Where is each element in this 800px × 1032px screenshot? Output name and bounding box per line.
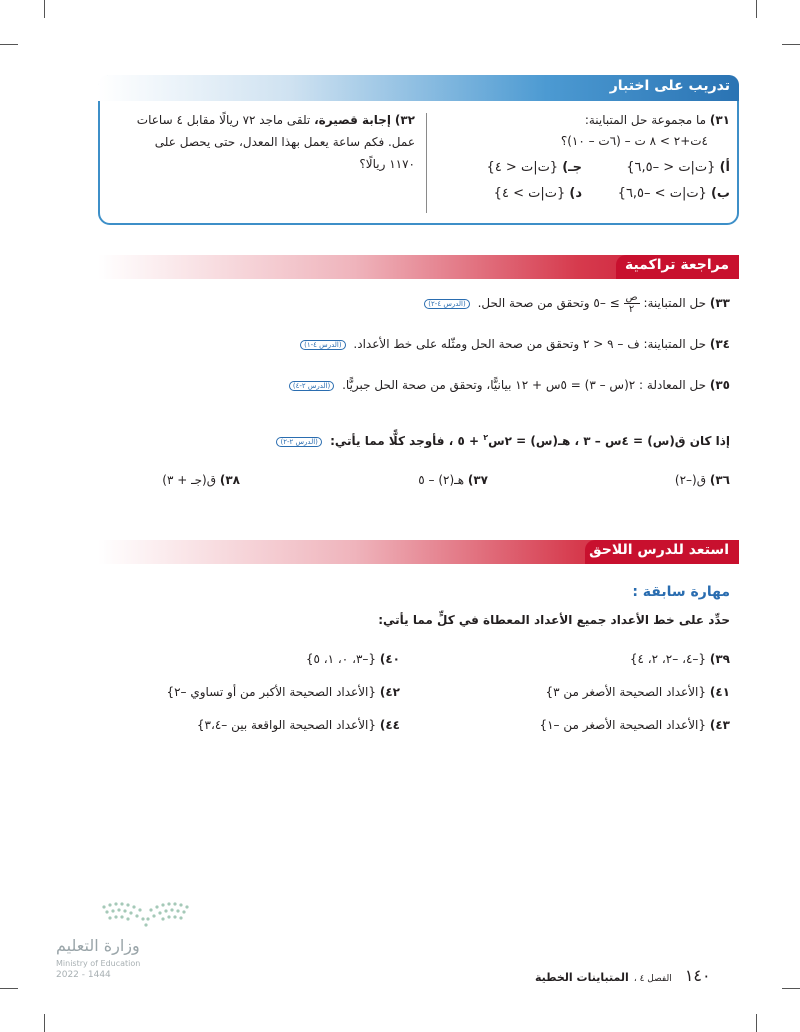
option-text: {ت|ت > –٦,٥} bbox=[617, 186, 707, 201]
page-footer bbox=[535, 966, 711, 985]
chapter-label: الفصل ٤ ، bbox=[633, 974, 672, 984]
question-number: ٣٥) bbox=[709, 378, 730, 392]
question-number: ٣٤) bbox=[709, 337, 730, 351]
column-divider bbox=[426, 113, 427, 213]
question-number: ٤١) bbox=[709, 685, 730, 699]
option-label: ب) bbox=[710, 186, 730, 201]
page-number: ١٤٠ bbox=[684, 966, 711, 985]
question-41 bbox=[545, 685, 730, 699]
given-functions bbox=[276, 433, 730, 448]
question-text: ق(جـ + ٣) bbox=[162, 473, 217, 487]
prep-title: استعد للدرس اللاحق bbox=[585, 540, 739, 564]
given-text: + ٥ ، فأوجد كلًّا مما يأتي: bbox=[330, 434, 484, 448]
ministry-name-english: Ministry of Education bbox=[56, 959, 141, 968]
given-text: إذا كان ق(س) = ٤س – ٣ ، هـ(س) = ٢س bbox=[488, 434, 730, 448]
question-42 bbox=[166, 685, 400, 699]
option-text: {ت|ت < ٤} bbox=[486, 160, 559, 175]
option-text: {ت|ت < –٦,٥} bbox=[626, 160, 716, 175]
crop-mark bbox=[44, 1014, 45, 1032]
question-text: {الأعداد الصحيحة الأصغر من –١} bbox=[539, 718, 707, 732]
question-number: ٣٧) bbox=[467, 473, 488, 487]
question-32 bbox=[137, 113, 415, 127]
question-32-line2: عمل. فكم ساعة يعمل بهذا المعدل، حتى يحصل على bbox=[154, 135, 415, 149]
question-31-inequality: ٤ت+٢ > ٨ ت – (٦ت – ١٠)؟ bbox=[560, 134, 708, 148]
crop-mark bbox=[782, 44, 800, 45]
option-label: د) bbox=[569, 186, 582, 201]
question-text: {–٤، –٢، ٢، ٤} bbox=[629, 652, 707, 666]
question-text: هـ(٢) – ٥ bbox=[418, 473, 465, 487]
exponent: ٢ bbox=[483, 433, 489, 442]
lesson-reference: (الدرس ٢-٢) bbox=[276, 437, 321, 447]
question-text: تلقى ماجد ٧٢ ريالًا مقابل ٤ ساعات bbox=[136, 113, 311, 127]
prep-instruction: حدِّد على خط الأعداد جميع الأعداد المعطاة في كلٍّ مما يأتي: bbox=[378, 613, 730, 627]
lesson-reference: (الدرس ٤-١) bbox=[300, 340, 345, 350]
question-39 bbox=[630, 652, 730, 666]
crop-mark bbox=[756, 0, 757, 18]
question-text: حل المتباينة: ف – ٩ < ٢ وتحقق من صحة الحل ومثّله على خط الأعداد. bbox=[353, 337, 707, 351]
chapter-title: المتباينات الخطية bbox=[535, 971, 629, 984]
lesson-reference: (الدرس ٢-٤) bbox=[289, 381, 334, 391]
question-38 bbox=[162, 473, 240, 487]
prior-skill-title: مهارة سابقة : bbox=[632, 584, 730, 600]
question-40 bbox=[306, 652, 400, 666]
question-number: ٣١) bbox=[709, 113, 730, 127]
question-33 bbox=[424, 292, 730, 315]
crop-mark bbox=[44, 0, 45, 18]
question-number: ٤٢) bbox=[379, 685, 400, 699]
fraction-numerator: ص bbox=[625, 292, 638, 303]
question-34 bbox=[300, 337, 730, 351]
option-d[interactable] bbox=[494, 186, 582, 201]
question-text: {الأعداد الصحيحة الواقعة بين –٣،٤} bbox=[196, 718, 377, 732]
question-44 bbox=[197, 718, 400, 732]
question-number: ٣٦) bbox=[709, 473, 730, 487]
option-c[interactable] bbox=[487, 160, 582, 175]
question-number: ٤٠) bbox=[379, 652, 400, 666]
question-text: {الأعداد الصحيحة الأصغر من ٣} bbox=[545, 685, 707, 699]
question-text: حل المتباينة: bbox=[643, 296, 707, 310]
question-35 bbox=[289, 378, 730, 392]
question-text: حل المعادلة : ٢(س – ٣) = ٥س + ١٢ بيانيًّا، وتحقق من صحة الحل جبريًّا. bbox=[342, 378, 707, 392]
test-practice-title: تدريب على اختبار bbox=[609, 78, 730, 94]
option-text: {ت|ت > ٤} bbox=[493, 186, 566, 201]
ministry-logo-icon bbox=[98, 897, 190, 931]
short-answer-label: إجابة قصيرة، bbox=[314, 113, 392, 127]
question-32-line3: ١١٧٠ ريالًا؟ bbox=[359, 157, 415, 171]
fraction bbox=[624, 292, 640, 315]
crop-mark bbox=[0, 988, 18, 989]
question-number: ٤٤) bbox=[379, 718, 400, 732]
option-a[interactable] bbox=[626, 160, 730, 175]
option-label: جـ) bbox=[562, 160, 582, 175]
crop-mark bbox=[756, 1014, 757, 1032]
crop-mark bbox=[782, 988, 800, 989]
question-number: ٣٣) bbox=[709, 296, 730, 310]
question-number: ٣٩) bbox=[709, 652, 730, 666]
ministry-name-arabic: وزارة التعليم bbox=[56, 936, 140, 955]
question-36 bbox=[675, 473, 730, 487]
question-text: ق(–٢) bbox=[674, 473, 707, 487]
option-b[interactable] bbox=[618, 186, 730, 201]
question-37 bbox=[418, 473, 488, 487]
question-text: ما مجموعة حل المتباينة: bbox=[584, 113, 707, 127]
lesson-reference: (الدرس ٤-٢) bbox=[424, 299, 469, 309]
question-43 bbox=[539, 718, 730, 732]
question-number: ٣٨) bbox=[219, 473, 240, 487]
question-31 bbox=[585, 113, 730, 127]
review-title: مراجعة تراكمية bbox=[616, 255, 739, 279]
ministry-year: 2022 - 1444 bbox=[56, 970, 111, 980]
question-text: {–٣، ٠، ١، ٥} bbox=[305, 652, 377, 666]
question-text: ≥ –٥ وتحقق من صحة الحل. bbox=[477, 296, 620, 310]
question-number: ٣٢) bbox=[394, 113, 415, 127]
crop-mark bbox=[0, 44, 18, 45]
question-number: ٤٣) bbox=[709, 718, 730, 732]
option-label: أ) bbox=[719, 160, 730, 175]
fraction-denominator: ٢ bbox=[628, 304, 635, 315]
question-text: {الأعداد الصحيحة الأكبر من أو تساوي –٢} bbox=[166, 685, 377, 699]
